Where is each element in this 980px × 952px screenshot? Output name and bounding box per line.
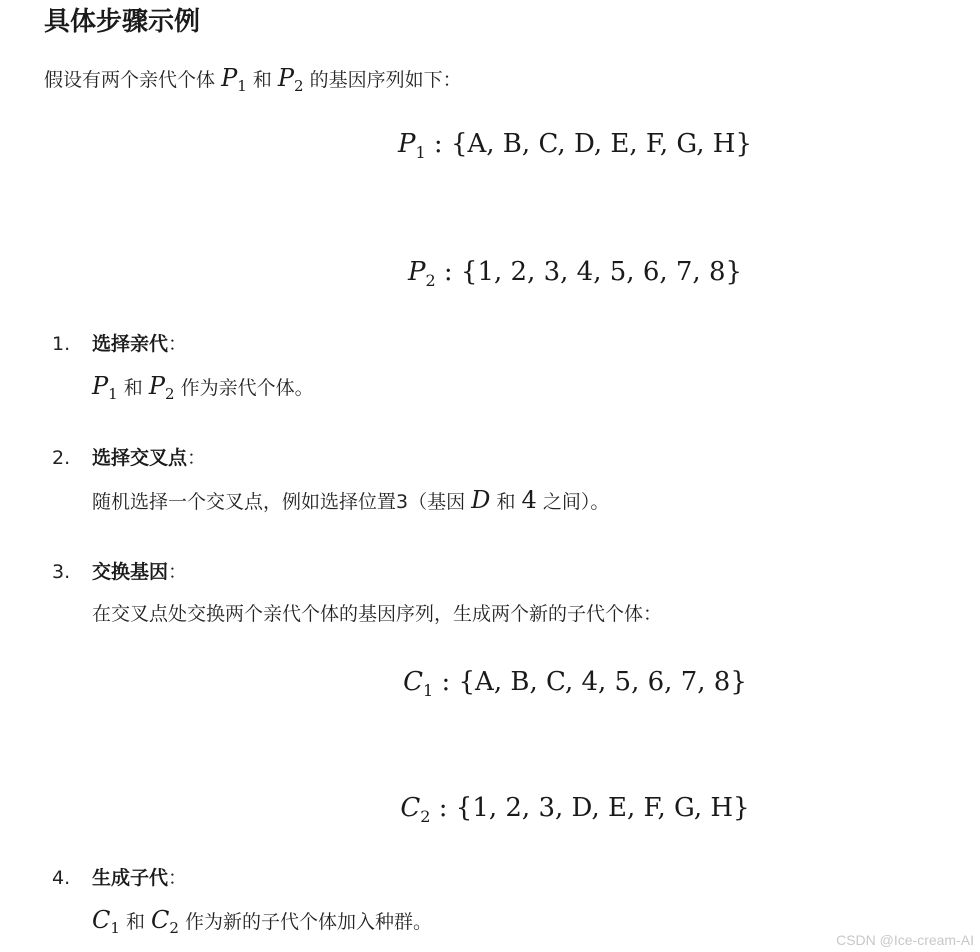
step-1-a-var: P: [92, 372, 109, 400]
eq2-sub: 2: [425, 271, 436, 290]
eq1-body: : {A, B, C, D, E, F, G, H}: [425, 129, 753, 159]
step-2-before: 随机选择一个交叉点，例如选择位置3（基因: [92, 491, 466, 513]
eq1-var: P: [397, 129, 416, 159]
step-1-header: [52, 328, 187, 360]
intro-paragraph: [44, 62, 462, 102]
step-1-number: 1.: [52, 333, 71, 355]
step-1-description: [92, 368, 314, 412]
step-4-a-sub: 1: [110, 919, 120, 937]
step-4-math-a: [92, 906, 120, 937]
step-2-math-four: 4: [521, 486, 537, 514]
watermark: CSDN @Ice-cream-AI: [836, 932, 974, 948]
eq3-body: : {A, B, C, 4, 5, 6, 7, 8}: [433, 667, 747, 697]
eq3-sub: 1: [423, 681, 434, 700]
step-3-header: [52, 556, 187, 588]
intro-and: 和: [252, 69, 272, 91]
step-2-colon: ：: [187, 447, 207, 469]
eq4-body: : {1, 2, 3, D, E, F, G, H}: [430, 793, 750, 823]
step-4-b-var: C: [151, 906, 170, 934]
eq4-var: C: [400, 793, 421, 823]
step-3-number: 3.: [52, 561, 71, 583]
equation-p1: [0, 124, 980, 173]
equation-p2: [0, 252, 980, 301]
step-1-colon: ：: [168, 333, 188, 355]
step-1-b-sub: 2: [164, 385, 175, 403]
intro-p2-sub: 2: [294, 77, 304, 95]
step-4-math-b: [151, 906, 179, 937]
intro-text-after: 的基因序列如下：: [309, 69, 462, 91]
step-3-description: 在交叉点处交换两个亲代个体的基因序列，生成两个新的子代个体：: [92, 603, 663, 625]
intro-math-p1: [221, 64, 247, 95]
step-1-and: 和: [123, 377, 143, 399]
section-heading: 具体步骤示例: [44, 7, 201, 37]
step-1-math-a: [92, 372, 118, 403]
step-2-and: 和: [496, 491, 516, 513]
intro-p2-var: P: [277, 64, 295, 92]
eq2-var: P: [407, 257, 426, 287]
intro-p1-sub: 1: [237, 77, 247, 95]
step-2-description: [92, 482, 609, 520]
step-4-b-sub: 2: [169, 919, 179, 937]
step-1-after: 作为亲代个体。: [180, 377, 314, 399]
step-1-a-sub: 1: [108, 385, 118, 403]
step-4-title: 生成子代: [92, 867, 169, 889]
step-3-colon: ：: [168, 561, 188, 583]
step-1-math-b: [148, 372, 175, 403]
step-2-title: 选择交叉点: [92, 447, 188, 469]
eq4-sub: 2: [420, 807, 431, 826]
step-4-description: [92, 902, 432, 946]
intro-text-before: 假设有两个亲代个体: [44, 69, 216, 91]
step-1-b-var: P: [148, 372, 165, 400]
step-4-and: 和: [125, 911, 145, 933]
eq1-sub: 1: [415, 143, 426, 162]
step-4-colon: ：: [168, 867, 188, 889]
step-2-number: 2.: [52, 447, 71, 469]
step-2-after: 之间）。: [542, 491, 610, 513]
step-3-title: 交换基因: [92, 561, 169, 583]
step-4-after: 作为新的子代个体加入种群。: [185, 911, 433, 933]
step-2-header: [52, 442, 206, 474]
equation-c2: [0, 788, 980, 837]
intro-p1-var: P: [221, 64, 238, 92]
intro-math-p2: [277, 64, 304, 95]
equation-c1: [0, 662, 980, 711]
step-1-title: 选择亲代: [92, 333, 169, 355]
step-2-d-var: D: [471, 486, 491, 514]
eq2-body: : {1, 2, 3, 4, 5, 6, 7, 8}: [435, 257, 743, 287]
step-4-header: [52, 862, 187, 894]
eq3-var: C: [403, 667, 424, 697]
step-2-math-d: [471, 486, 490, 514]
step-4-a-var: C: [92, 906, 111, 934]
step-4-number: 4.: [52, 867, 71, 889]
